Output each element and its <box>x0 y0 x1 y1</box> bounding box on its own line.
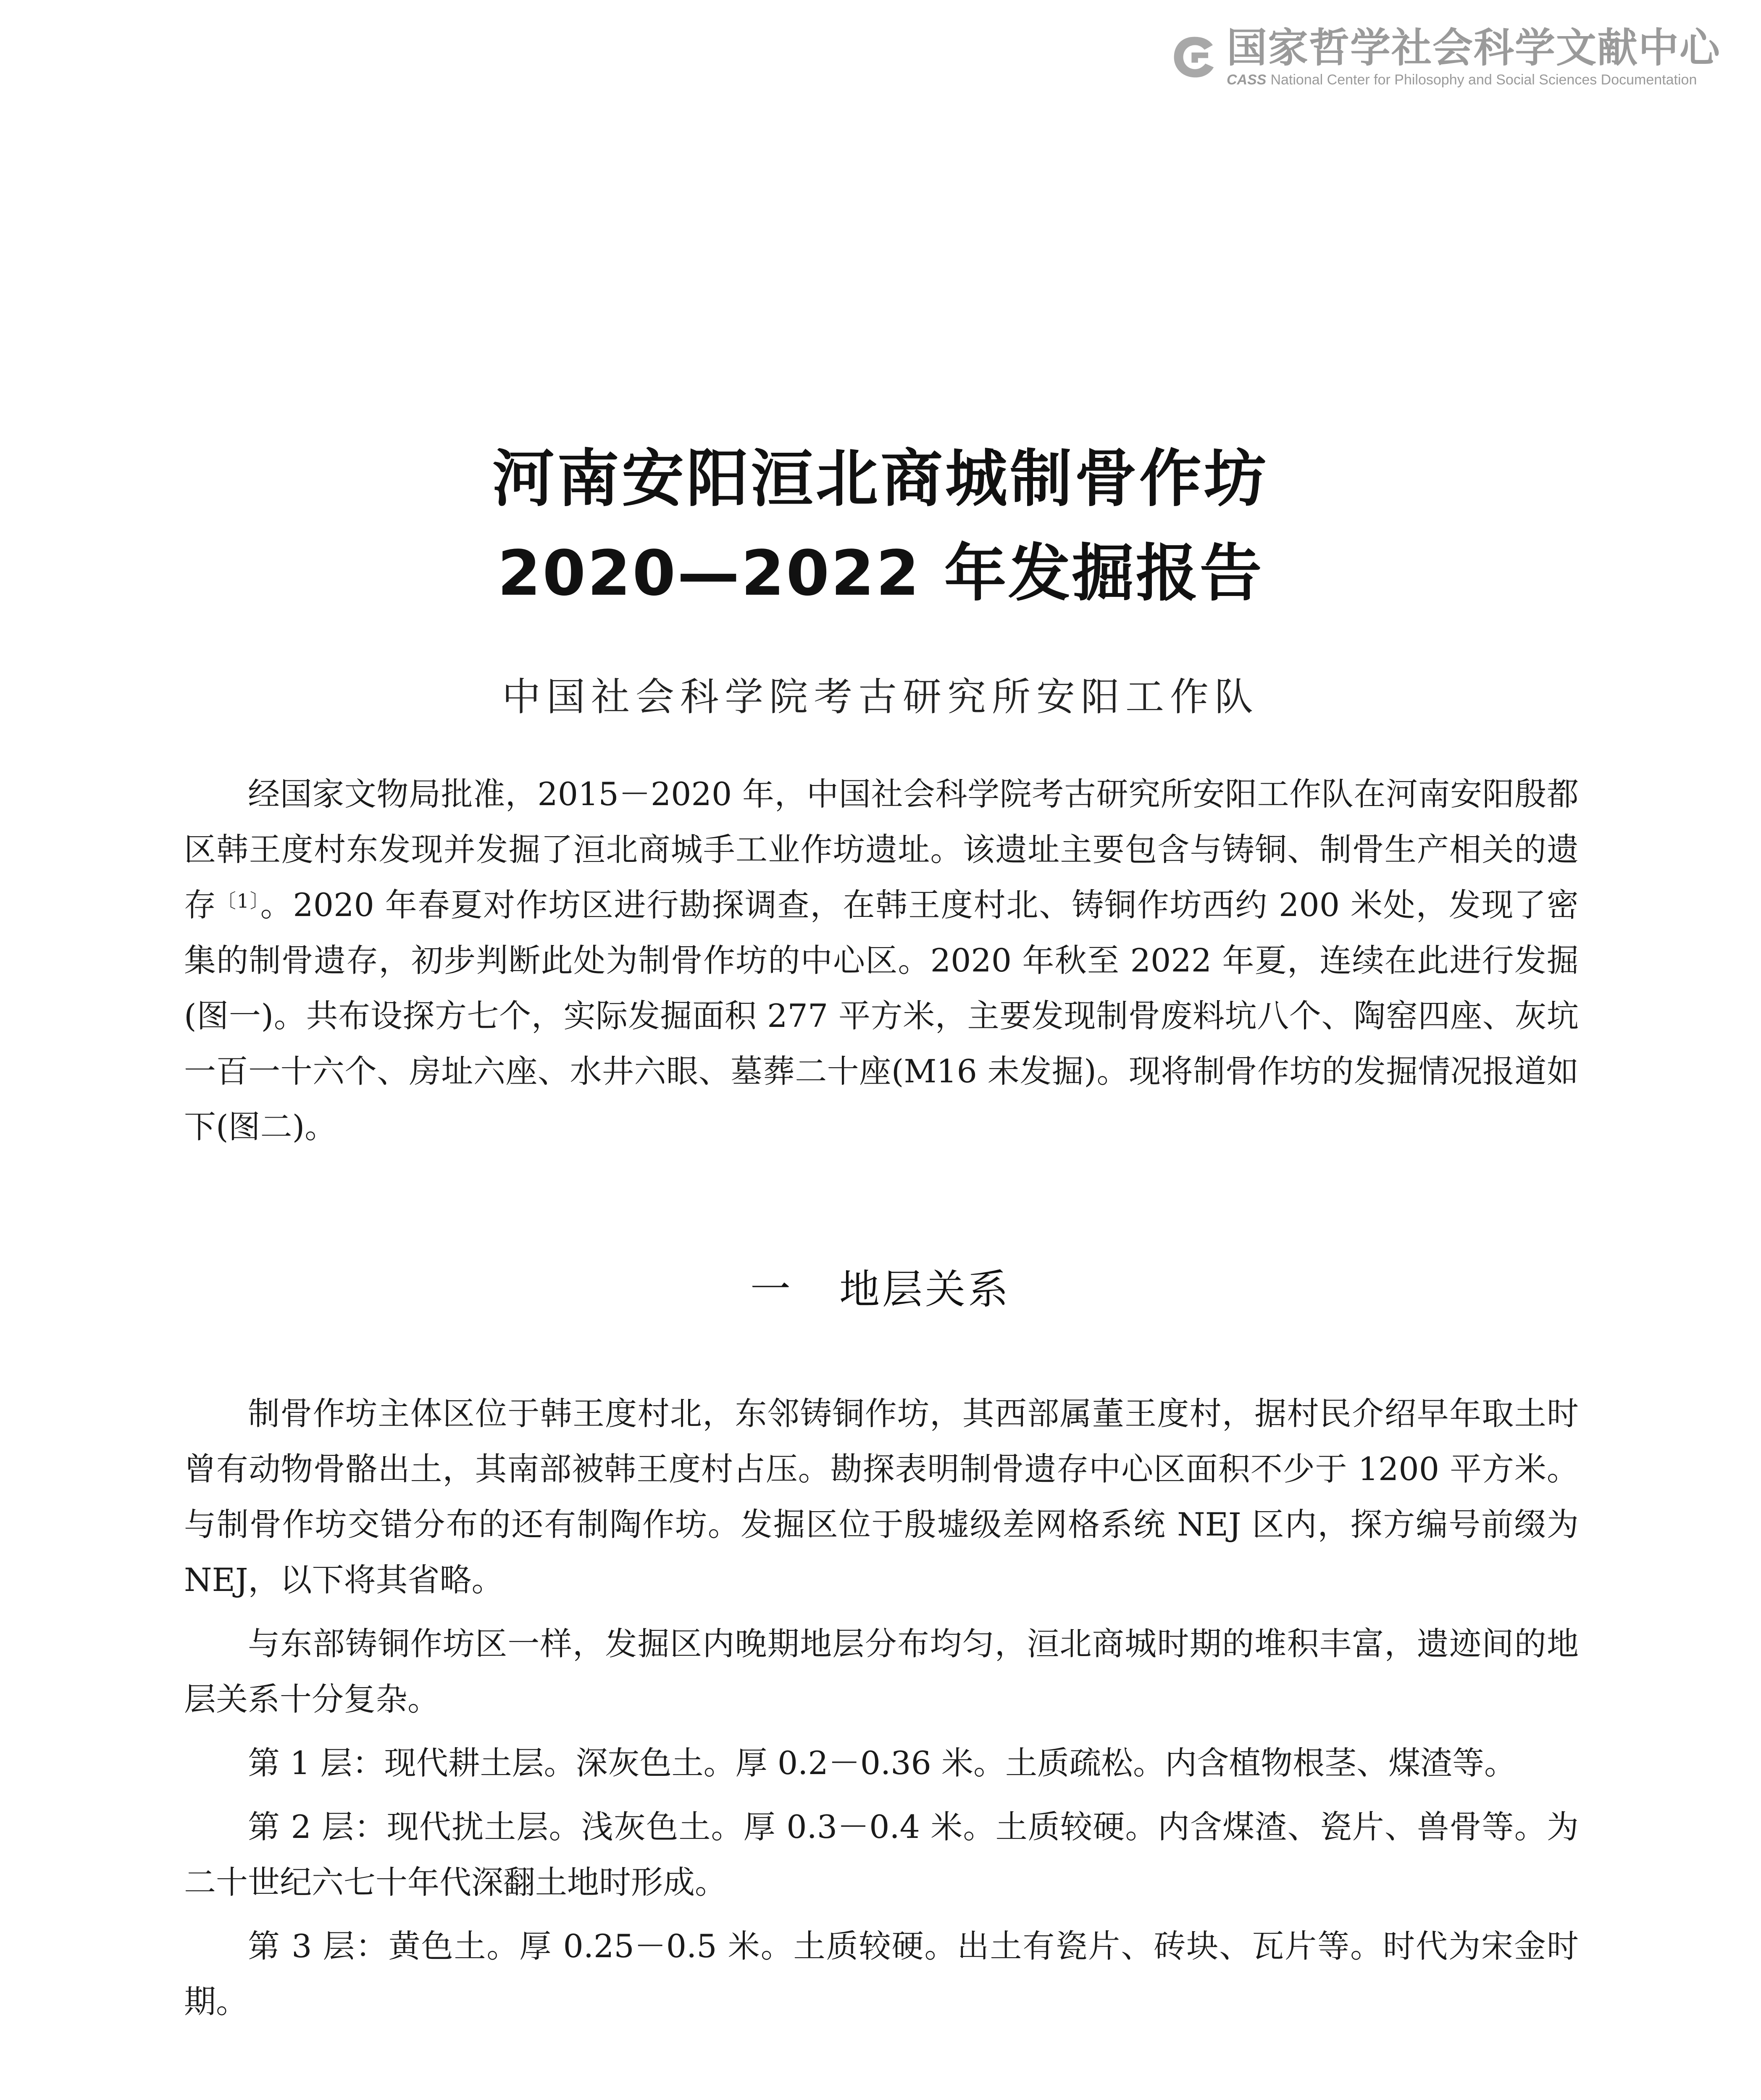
article-author: 中国社会科学院考古研究所安阳工作队 <box>502 675 1259 719</box>
section-title: 地层关系 <box>839 1266 1011 1313</box>
footnote-ref-1[interactable]: 〔1〕 <box>216 890 260 912</box>
intro-text-1: 经国家文物局批准，2015－2020 年，中国社会科学院考古研究所安阳工作队在河南安阳殷都区韩王度村东发现并发掘了洹北商城手工业作坊遗址。该遗址主要包含与铸铜、制骨生产相关的遗存 <box>184 775 1579 924</box>
intro-text-2: 。2020 年春夏对作坊区进行勘探调查，在韩王度村北、铸铜作坊西约 200 米处，发现了密集的制骨遗存，初步判断此处为制骨作坊的中心区。2020 年秋至 2022 年夏，连续在此进行发掘(图一)。共布设探方七个，实际发掘面积 277 平方米，主要发现制骨废料坑八个、陶窑四座、灰坑一百一十六个、房址六座、水井六眼、墓葬二十座(M16 未发掘)。现将制骨作坊的发掘情况报道如下(图二)。 <box>184 886 1579 1145</box>
watermark-en-text: National Center for Philosophy and Social Sciences Documentation <box>1270 72 1697 88</box>
article-title-line2: 2020—2022 年发掘报告 <box>497 537 1264 609</box>
watermark-brand: CASS <box>1227 72 1267 88</box>
layer-3-paragraph: 第 3 层：黄色土。厚 0.25－0.5 米。土质较硬。出土有瓷片、砖块、瓦片等。时代为宋金时期。 <box>184 1927 1579 2020</box>
body-paragraph: 制骨作坊主体区位于韩王度村北，东邻铸铜作坊，其西部属董王度村，据村民介绍早年取土时曾有动物骨骼出土，其南部被韩王度村占压。勘探表明制骨遗存中心区面积不少于 1200 平方米。与制骨作坊交错分布的还有制陶作坊。发掘区位于殷墟级差网格系统 NEJ 区内，探方编号前缀为 NEJ，以下将其省略。 <box>184 1395 1579 1599</box>
layer-2-paragraph: 第 2 层：现代扰土层。浅灰色土。厚 0.3－0.4 米。土质较硬。内含煤渣、瓷片、兽骨等。为二十世纪六七十年代深翻土地时形成。 <box>184 1808 1579 1901</box>
watermark-en <box>1227 71 1721 88</box>
section-number: 一 <box>750 1266 793 1313</box>
intro-block <box>184 766 1579 1163</box>
layer-1-paragraph: 第 1 层：现代耕土层。深灰色土。厚 0.2－0.36 米。土质疏松。内含植物根茎、煤渣等。 <box>248 1744 1517 1782</box>
section-body <box>184 1386 1579 2038</box>
watermark-cn: 国家哲学社会科学文献中心 <box>1227 24 1721 71</box>
intro-paragraph <box>184 766 1579 1155</box>
watermark-top <box>1171 26 1721 88</box>
body-paragraph: 与东部铸铜作坊区一样，发掘区内晚期地层分布均匀，洹北商城时期的堆积丰富，遗迹间的地层关系十分复杂。 <box>184 1625 1579 1718</box>
cass-logo-icon <box>1171 34 1217 80</box>
section-heading <box>0 1264 1761 1315</box>
article-title-line1: 河南安阳洹北商城制骨作坊 <box>492 443 1269 515</box>
